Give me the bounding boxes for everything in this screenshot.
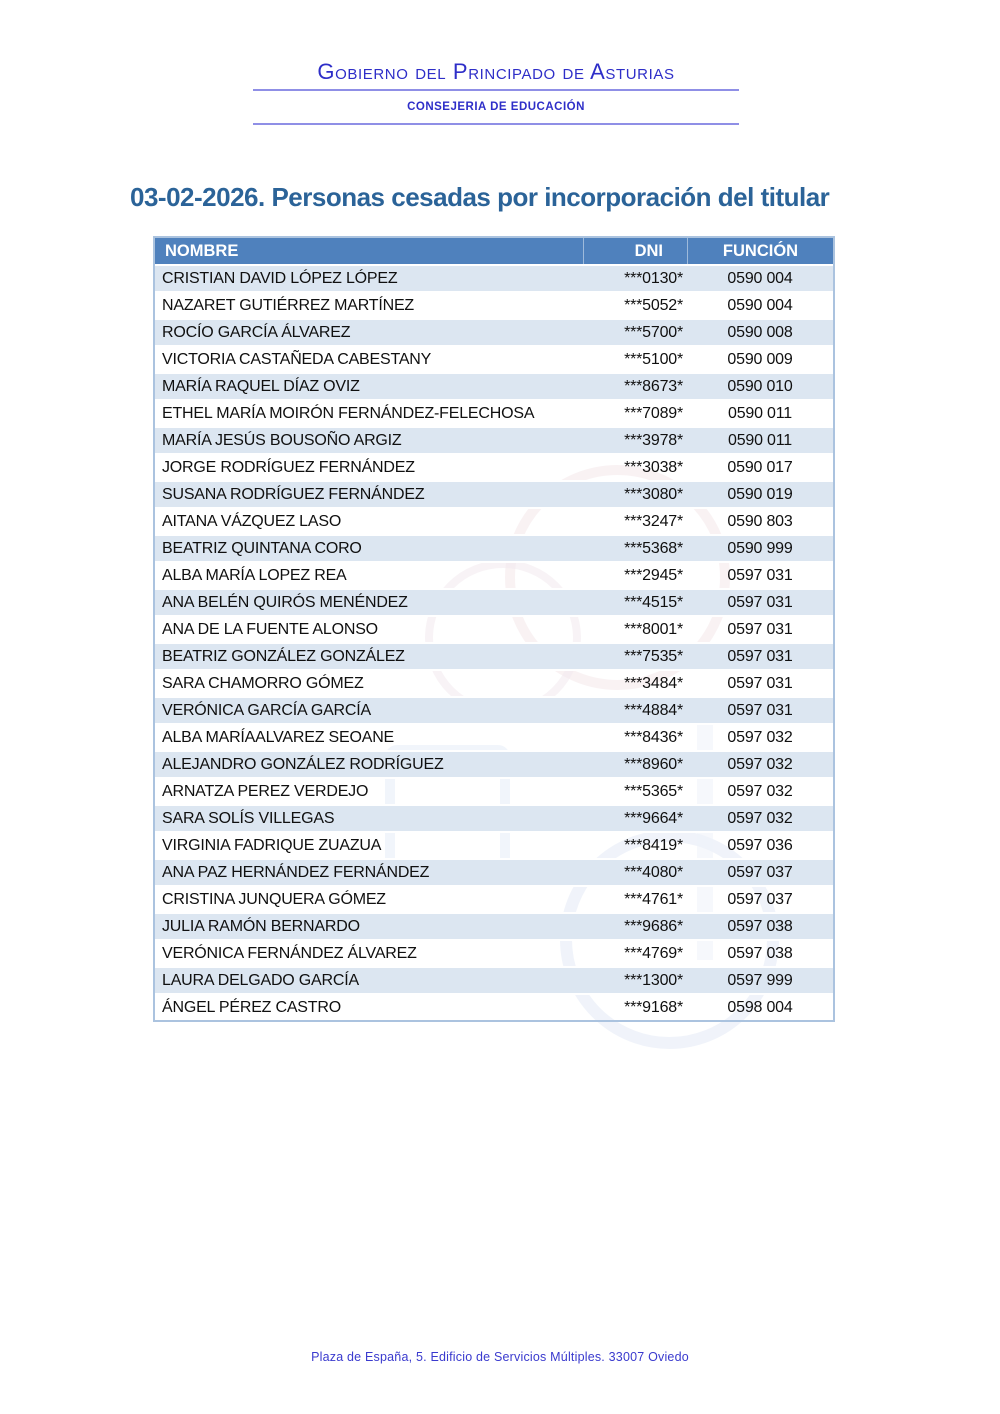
cell-nombre: BEATRIZ GONZÁLEZ GONZÁLEZ xyxy=(155,642,583,669)
cell-funcion: 0597 032 xyxy=(687,777,833,804)
cell-nombre: JORGE RODRÍGUEZ FERNÁNDEZ xyxy=(155,453,583,480)
cell-nombre: ALBA MARÍA LOPEZ REA xyxy=(155,561,583,588)
cell-nombre: SUSANA RODRÍGUEZ FERNÁNDEZ xyxy=(155,480,583,507)
cell-funcion: 0597 032 xyxy=(687,723,833,750)
cell-nombre: ROCÍO GARCÍA ÁLVAREZ xyxy=(155,318,583,345)
cell-funcion: 0597 038 xyxy=(687,912,833,939)
table-row xyxy=(155,885,833,912)
cell-nombre: VERÓNICA FERNÁNDEZ ÁLVAREZ xyxy=(155,939,583,966)
cell-dni: ***0130* xyxy=(583,264,687,291)
cell-dni: ***9664* xyxy=(583,804,687,831)
table-row xyxy=(155,426,833,453)
cell-nombre: SARA SOLÍS VILLEGAS xyxy=(155,804,583,831)
cell-dni: ***5052* xyxy=(583,291,687,318)
cell-funcion: 0590 004 xyxy=(687,264,833,291)
cell-nombre: ALBA MARÍAALVAREZ SEOANE xyxy=(155,723,583,750)
table-header-row xyxy=(155,238,833,264)
cell-funcion: 0597 036 xyxy=(687,831,833,858)
table-row xyxy=(155,507,833,534)
cell-nombre: VIRGINIA FADRIQUE ZUAZUA xyxy=(155,831,583,858)
column-header-dni: DNI xyxy=(583,238,687,264)
letterhead-rule-top xyxy=(253,89,739,91)
cell-dni: ***1300* xyxy=(583,966,687,993)
cell-dni: ***2945* xyxy=(583,561,687,588)
cell-dni: ***3978* xyxy=(583,426,687,453)
table-row xyxy=(155,561,833,588)
cell-dni: ***4884* xyxy=(583,696,687,723)
cell-nombre: ALEJANDRO GONZÁLEZ RODRÍGUEZ xyxy=(155,750,583,777)
table-row xyxy=(155,372,833,399)
cell-nombre: NAZARET GUTIÉRREZ MARTÍNEZ xyxy=(155,291,583,318)
page-title: 03-02-2026. Personas cesadas por incorporación del titular xyxy=(130,182,830,212)
cell-funcion: 0597 999 xyxy=(687,966,833,993)
cell-funcion: 0590 009 xyxy=(687,345,833,372)
cell-funcion: 0597 031 xyxy=(687,696,833,723)
cell-funcion: 0598 004 xyxy=(687,993,833,1020)
table-row xyxy=(155,399,833,426)
cell-funcion: 0597 037 xyxy=(687,858,833,885)
cell-funcion: 0597 037 xyxy=(687,885,833,912)
cell-nombre: CRISTIAN DAVID LÓPEZ LÓPEZ xyxy=(155,264,583,291)
table-row xyxy=(155,480,833,507)
cell-nombre: ANA DE LA FUENTE ALONSO xyxy=(155,615,583,642)
column-header-nombre: NOMBRE xyxy=(155,238,583,264)
cell-nombre: MARÍA RAQUEL DÍAZ OVIZ xyxy=(155,372,583,399)
cell-nombre: VICTORIA CASTAÑEDA CABESTANY xyxy=(155,345,583,372)
cell-dni: ***4080* xyxy=(583,858,687,885)
cell-dni: ***4769* xyxy=(583,939,687,966)
cell-dni: ***8419* xyxy=(583,831,687,858)
letterhead-rule-bottom xyxy=(253,123,739,125)
table-row xyxy=(155,669,833,696)
cell-nombre: ETHEL MARÍA MOIRÓN FERNÁNDEZ-FELECHOSA xyxy=(155,399,583,426)
cell-nombre: ANA PAZ HERNÁNDEZ FERNÁNDEZ xyxy=(155,858,583,885)
cell-dni: ***3080* xyxy=(583,480,687,507)
cell-funcion: 0597 031 xyxy=(687,561,833,588)
cell-nombre: LAURA DELGADO GARCÍA xyxy=(155,966,583,993)
cell-funcion: 0590 017 xyxy=(687,453,833,480)
cell-dni: ***8001* xyxy=(583,615,687,642)
cell-dni: ***4515* xyxy=(583,588,687,615)
cell-nombre: AITANA VÁZQUEZ LASO xyxy=(155,507,583,534)
cell-nombre: ANA BELÉN QUIRÓS MENÉNDEZ xyxy=(155,588,583,615)
table-row xyxy=(155,750,833,777)
cell-funcion: 0590 010 xyxy=(687,372,833,399)
table-row xyxy=(155,345,833,372)
cell-nombre: JULIA RAMÓN BERNARDO xyxy=(155,912,583,939)
cell-dni: ***5365* xyxy=(583,777,687,804)
cell-dni: ***5368* xyxy=(583,534,687,561)
cell-dni: ***5100* xyxy=(583,345,687,372)
cell-dni: ***9168* xyxy=(583,993,687,1020)
cell-nombre: MARÍA JESÚS BOUSOÑO ARGIZ xyxy=(155,426,583,453)
cell-nombre: ARNATZA PEREZ VERDEJO xyxy=(155,777,583,804)
roster-table xyxy=(153,236,835,1022)
cell-funcion: 0597 031 xyxy=(687,588,833,615)
cell-nombre: ÁNGEL PÉREZ CASTRO xyxy=(155,993,583,1020)
cell-funcion: 0590 011 xyxy=(687,399,833,426)
table-row xyxy=(155,939,833,966)
cell-dni: ***4761* xyxy=(583,885,687,912)
cell-dni: ***7089* xyxy=(583,399,687,426)
table-row xyxy=(155,993,833,1020)
cell-funcion: 0590 999 xyxy=(687,534,833,561)
table-row xyxy=(155,696,833,723)
table-row xyxy=(155,534,833,561)
column-header-funcion: FUNCIÓN xyxy=(687,238,833,264)
cell-funcion: 0597 031 xyxy=(687,669,833,696)
table-row xyxy=(155,264,833,291)
cell-dni: ***5700* xyxy=(583,318,687,345)
cell-nombre: CRISTINA JUNQUERA GÓMEZ xyxy=(155,885,583,912)
cell-dni: ***8673* xyxy=(583,372,687,399)
footer-address: Plaza de España, 5. Edificio de Servicios Múltiples. 33007 Oviedo xyxy=(311,1350,689,1364)
table-row xyxy=(155,858,833,885)
table-body xyxy=(155,264,833,1020)
government-name: Gobierno del Principado de Asturias xyxy=(317,59,675,84)
cell-dni: ***9686* xyxy=(583,912,687,939)
cell-funcion: 0597 031 xyxy=(687,642,833,669)
cell-funcion: 0590 019 xyxy=(687,480,833,507)
cell-funcion: 0590 011 xyxy=(687,426,833,453)
cell-dni: ***3247* xyxy=(583,507,687,534)
roster-table-container xyxy=(153,236,835,1022)
cell-dni: ***3484* xyxy=(583,669,687,696)
cell-dni: ***8960* xyxy=(583,750,687,777)
cell-dni: ***3038* xyxy=(583,453,687,480)
cell-funcion: 0597 038 xyxy=(687,939,833,966)
cell-dni: ***8436* xyxy=(583,723,687,750)
letterhead xyxy=(253,60,739,125)
cell-nombre: VERÓNICA GARCÍA GARCÍA xyxy=(155,696,583,723)
cell-funcion: 0597 031 xyxy=(687,615,833,642)
table-row xyxy=(155,966,833,993)
department-name: CONSEJERIA DE EDUCACIÓN xyxy=(407,101,585,113)
table-row xyxy=(155,588,833,615)
cell-nombre: SARA CHAMORRO GÓMEZ xyxy=(155,669,583,696)
cell-nombre: BEATRIZ QUINTANA CORO xyxy=(155,534,583,561)
cell-funcion: 0597 032 xyxy=(687,750,833,777)
table-row xyxy=(155,615,833,642)
table-row xyxy=(155,777,833,804)
table-row xyxy=(155,723,833,750)
table-row xyxy=(155,912,833,939)
table-row xyxy=(155,318,833,345)
table-row xyxy=(155,453,833,480)
table-row xyxy=(155,804,833,831)
cell-funcion: 0590 803 xyxy=(687,507,833,534)
table-row xyxy=(155,642,833,669)
cell-funcion: 0597 032 xyxy=(687,804,833,831)
table-row xyxy=(155,291,833,318)
cell-dni: ***7535* xyxy=(583,642,687,669)
cell-funcion: 0590 004 xyxy=(687,291,833,318)
cell-funcion: 0590 008 xyxy=(687,318,833,345)
table-row xyxy=(155,831,833,858)
